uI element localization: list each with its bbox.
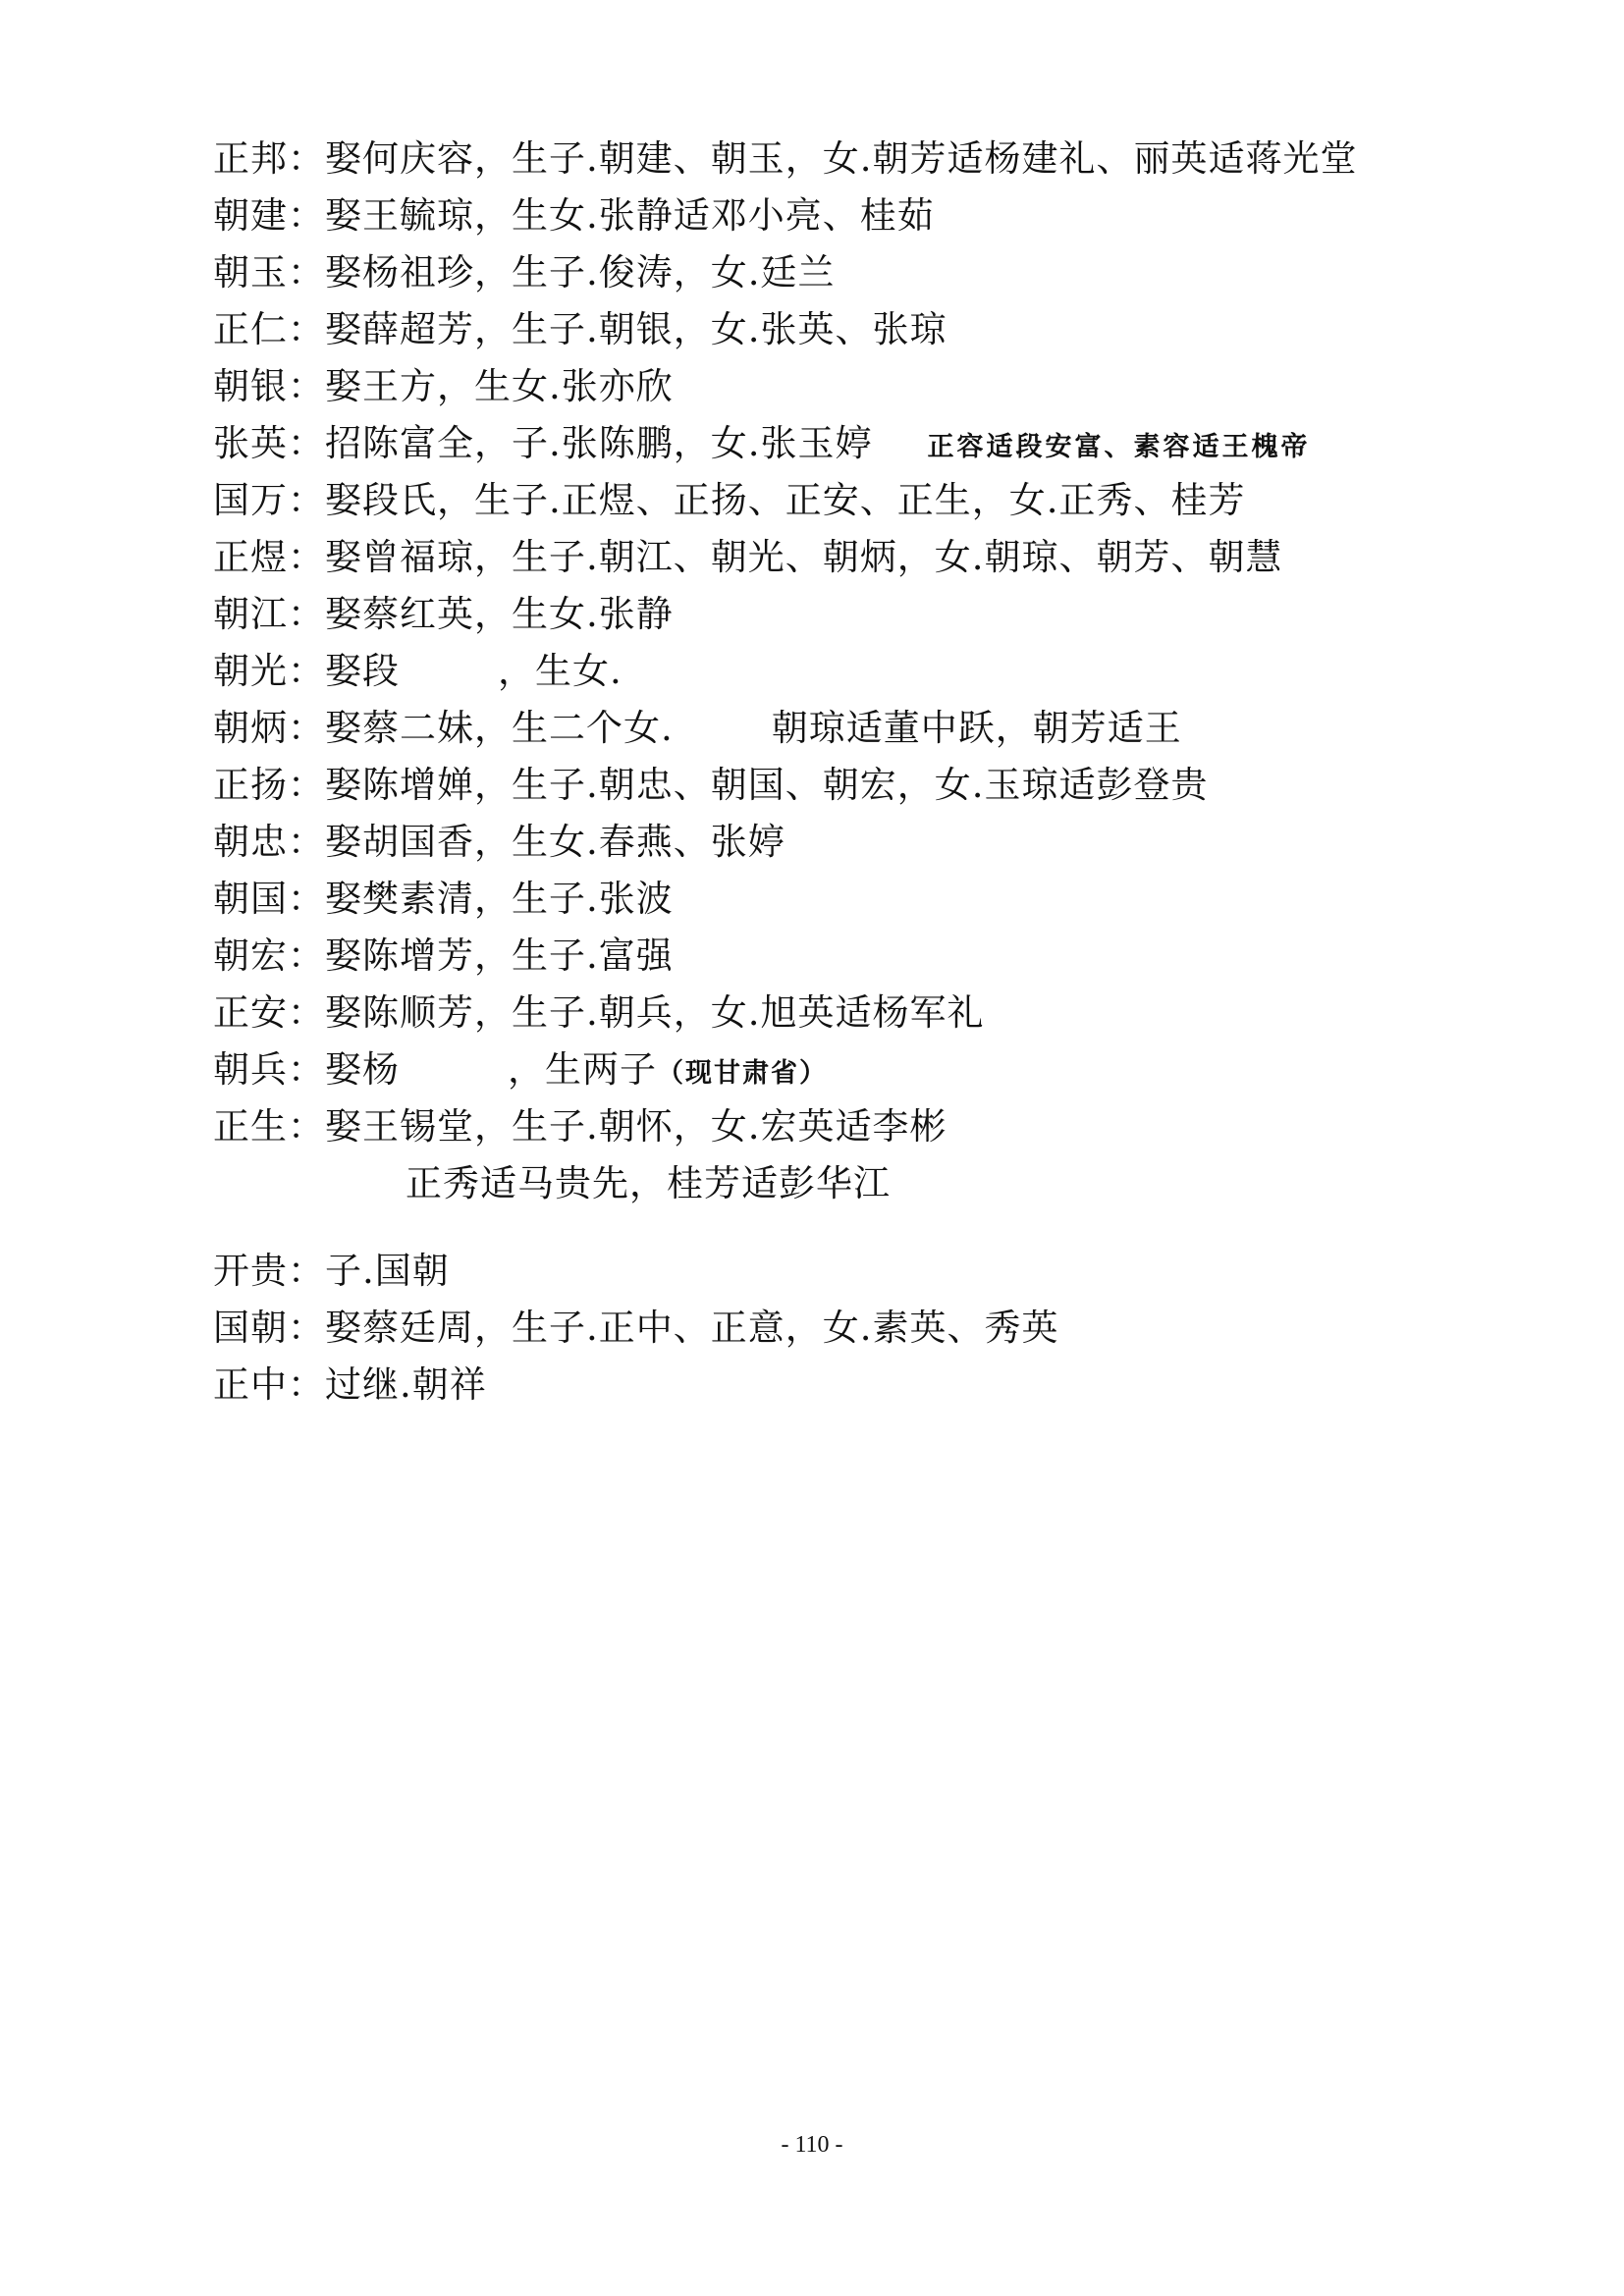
line-text: 正扬：娶陈增婵，生子.朝忠、朝国、朝宏，女.玉琼适彭登贵	[213, 764, 1209, 806]
line-text-continued: 朝琼适董中跃，朝芳适王	[771, 707, 1182, 749]
genealogy-line-zhengzhong	[213, 1363, 487, 1407]
line-text: 朝兵：娶杨	[213, 1048, 400, 1091]
line-text: 张英：招陈富全，子.张陈鹏，女.张玉婷	[213, 422, 873, 464]
line-text: 正煜：娶曾福琼，生子.朝江、朝光、朝炳，女.朝琼、朝芳、朝慧	[213, 536, 1283, 578]
genealogy-line-chaoguang	[213, 650, 623, 693]
line-text: 正秀适马贵先，桂芳适彭华江	[406, 1162, 891, 1204]
line-text: 朝江：娶蔡红英，生女.张静	[213, 593, 674, 635]
handwritten-note: （现甘肃省）	[657, 1058, 828, 1089]
line-text: 朝忠：娶胡国香，生女.春燕、张婷	[213, 821, 785, 863]
line-text: 正生：娶王锡堂，生子.朝怀，女.宏英适李彬	[213, 1105, 947, 1148]
genealogy-line-zhengyang	[213, 764, 1209, 807]
line-text: 正仁：娶薛超芳，生子.朝银，女.张英、张琼	[213, 308, 947, 350]
genealogy-line-chaojian	[213, 194, 935, 238]
genealogy-line-chaoyin	[213, 365, 674, 408]
line-text: 朝光：娶段	[213, 650, 400, 692]
genealogy-line-guowan	[213, 479, 1246, 522]
genealogy-line-chaobing	[213, 707, 1182, 750]
genealogy-line-chaohong	[213, 934, 674, 978]
genealogy-line-chaozhong	[213, 821, 785, 864]
handwritten-note: 正容适段安富、素容适王槐帝	[927, 432, 1311, 462]
line-text: 正邦：娶何庆容，生子.朝建、朝玉，女.朝芳适杨建礼、丽英适蒋光堂	[213, 137, 1358, 180]
line-text: 开贵：子.国朝	[213, 1250, 450, 1292]
line-text: 朝炳：娶蔡二妹，生二个女.	[213, 707, 674, 749]
line-text: 国朝：娶蔡廷周，生子.正中、正意，女.素英、秀英	[213, 1307, 1059, 1349]
line-text: 正中：过继.朝祥	[213, 1363, 487, 1406]
genealogy-line-chaoyu	[213, 251, 836, 294]
page-number: - 110 -	[781, 2132, 843, 2158]
line-text: 正安：娶陈顺芳，生子.朝兵，女.旭英适杨军礼	[213, 991, 985, 1034]
genealogy-line-zhengbang	[213, 137, 1358, 181]
genealogy-line-daughters	[406, 1162, 891, 1205]
genealogy-line-chaoguo	[213, 878, 674, 921]
line-text: 朝国：娶樊素清，生子.张波	[213, 878, 674, 920]
genealogy-line-kaigui	[213, 1250, 450, 1293]
genealogy-line-guochao	[213, 1307, 1059, 1350]
genealogy-line-chaobing-soldier	[213, 1048, 828, 1095]
genealogy-line-zhangying	[213, 422, 1311, 469]
genealogy-line-zhengren	[213, 308, 947, 351]
line-text: 国万：娶段氏，生子.正煜、正扬、正安、正生，女.正秀、桂芳	[213, 479, 1246, 521]
line-text-continued: ，生女.	[498, 650, 623, 692]
genealogy-line-zhengyu	[213, 536, 1283, 579]
line-text-continued: ，生两子	[508, 1048, 657, 1091]
genealogy-line-chaojiang	[213, 593, 674, 636]
genealogy-line-zhengan	[213, 991, 985, 1035]
line-text: 朝玉：娶杨祖珍，生子.俊涛，女.廷兰	[213, 251, 836, 294]
line-text: 朝宏：娶陈增芳，生子.富强	[213, 934, 674, 977]
genealogy-line-zhengsheng	[213, 1105, 947, 1148]
line-text: 朝银：娶王方，生女.张亦欣	[213, 365, 674, 407]
line-text: 朝建：娶王毓琼，生女.张静适邓小亮、桂茹	[213, 194, 935, 237]
